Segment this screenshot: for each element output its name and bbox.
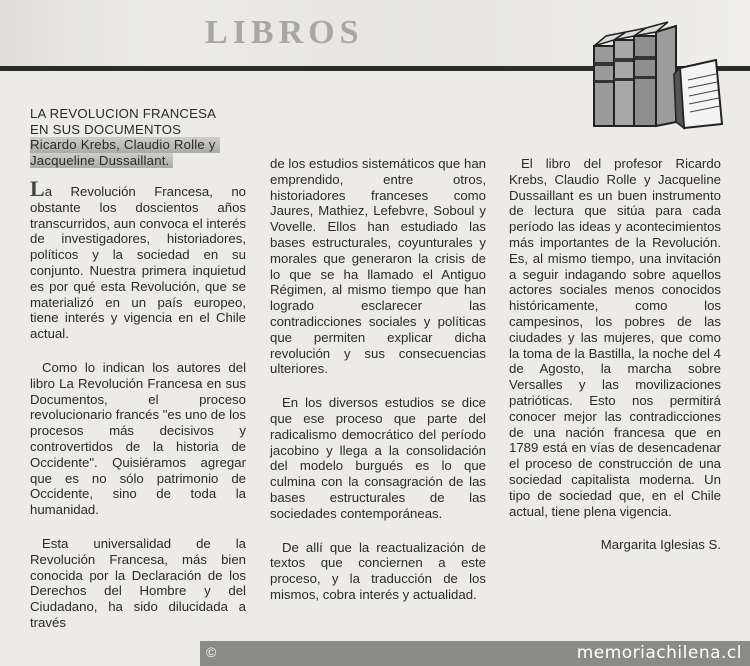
book-title-line-1: LA REVOLUCION FRANCESA [30,106,217,121]
paragraph: En los diversos estudios se dice que ese proceso que parte del radicalismo democrático del período jacobino y llega a la consolidación del modelo burgués es lo que culmina con la consagración de las bases estructurales de las sociedades contemporáneas. [270,395,486,521]
column-1 [30,106,246,649]
book-reference [30,106,246,168]
column-3 [509,156,721,571]
footer-bar [200,641,750,666]
book-title-line-2: EN SUS DOCUMENTOS [30,121,182,137]
drop-cap: L [30,176,45,201]
book-authors-line-1: Ricardo Krebs, Claudio Rolle y [30,137,220,153]
paragraph [30,176,246,342]
books-illustration-icon [588,18,728,130]
paragraph: Como lo indican los autores del libro La Revolución Francesa en sus Documentos, el proceso revolucionario francés "es uno de los procesos más decisivos y controvertidos de la historia de Occidente". Quisiéramos agregar que es no sólo patrimonio de Occidente, sino de toda la humanidad. [30,359,246,518]
paragraph: de los estudios sistemáticos que han emprendido, entre otros, historiadores franceses como Jaures, Mathiez, Lefebvre, Soboul y Vovelle. Ellos han estudiado las bases estructurales, coyunturales y morales que generaron la crisis de lo que se ha llamado el Antiguo Régimen, al mismo tiempo que han logrado esclarecer las contradicciones sociales y políticas que permiten explicar dicha revolución y sus consecuencias ulteriores. [270,156,486,377]
book-authors-line-2: Jacqueline Dussaillant. [30,153,173,169]
paragraph: Esta universalidad de la Revolución Francesa, más bien conocida por la Declaración de los Derechos del Hombre y del Ciudadano, ha sido dilucidada a través [30,535,246,630]
paragraph: El libro del profesor Ricardo Krebs, Claudio Rolle y Jacqueline Dussaillant es un buen instrumento de lectura que sitúa para cada período las ideas y acontecimientos más importantes de la Revolución. Es, al mismo tiempo, una invitación a seguir indagando sobre aquellos actores sociales menos conocidos históricamente, como los campesinos, los pobres de las ciudades y las mujeres, que como la toma de la Bastilla, la noche del 4 de Agosto, la marcha sobre Versalles y las movilizaciones patrióticas. Esto nos permitirá conocer mejor las contradicciones de una nación francesa que en 1789 está en vías de desencadenar el proceso de construcción de una sociedad capitalista moderna. Un tipo de sociedad que, en el Chile actual, tiene plena vigencia. [509,156,721,519]
site-watermark: memoriachilena.cl [576,643,742,663]
column-2 [270,156,486,621]
paragraph: De allí que la reactualización de textos que conciernen a este proceso, y la traducción de los mismos, cobra interés y actualidad. [270,539,486,602]
author-signature: Margarita Iglesias S. [600,537,721,553]
section-title: LIBROS [205,14,364,51]
copyright-icon: © [206,644,217,660]
paragraph-text: a Revolución Francesa, no obstante los doscientos años transcurridos, aun convoca el interés de investigadores, historiadores, políticos y la sociedad en su conjunto. Nuestra primera inquietud es por qué esta Revolución, que se materializó en un país europeo, tiene interés y vigencia en el Chile actual. [30,184,246,342]
